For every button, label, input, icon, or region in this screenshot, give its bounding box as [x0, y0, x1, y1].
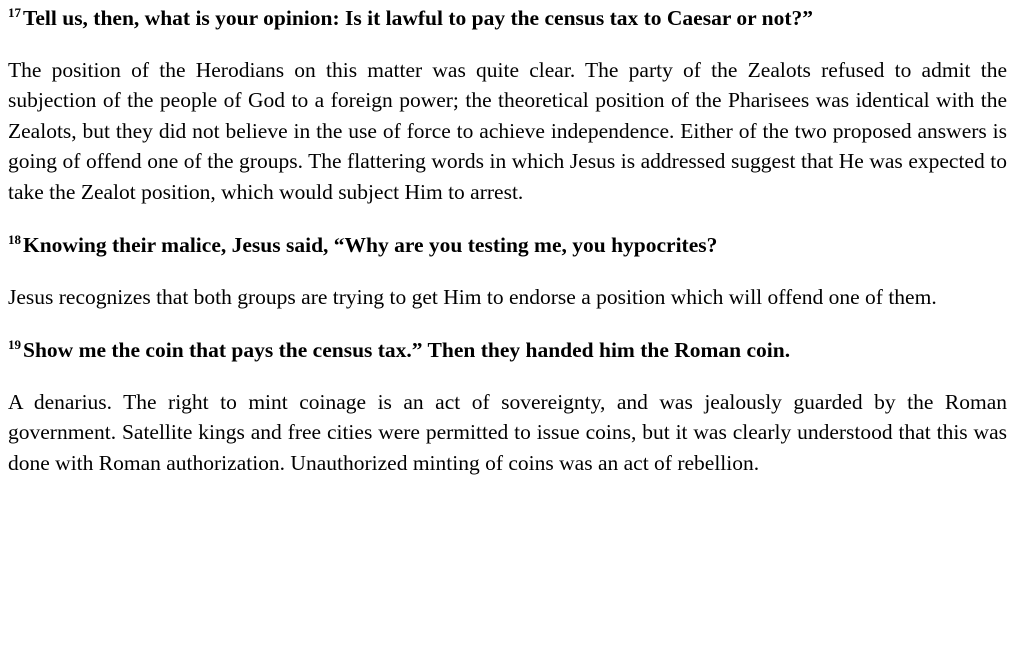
commentary-paragraph: A denarius. The right to mint coinage is an act of sovereignty, and was jealously guarded by the Roman government. Satellite kings and free cities were permitted to issue coins, but it was clearly understood that this was done with Roman authorization. Unauthorized minting of coins was an act of rebellion.	[8, 389, 1007, 475]
commentary-paragraph: Jesus recognizes that both groups are trying to get Him to endorse a position which will offend one of them.	[8, 284, 937, 309]
verse-text: Show me the coin that pays the census tax.” Then they handed him the Roman coin.	[23, 338, 791, 363]
commentary-paragraph: The position of the Herodians on this matter was quite clear. The party of the Zealots refused to admit the subjection of the people of God to a foreign power; the theoretical position of the Pharisees was identical with the Zealots, but they did not believe in the use of force to achieve independence. Either of the two proposed answers is going of offend one of the groups. The flattering words in which Jesus is addressed suggest that He was expected to take the Zealot position, which would subject Him to arrest.	[8, 57, 1007, 204]
verse-number: 18	[8, 232, 21, 248]
verse-text: Knowing their malice, Jesus said, “Why are you testing me, you hypocrites?	[23, 233, 718, 258]
verse-text: Tell us, then, what is your opinion: Is it lawful to pay the census tax to Caesar or not?”	[23, 6, 814, 30]
verse-number: 19	[8, 337, 21, 353]
verse-paragraph	[8, 4, 1007, 33]
verse-paragraph	[8, 336, 1007, 365]
verse-number: 17	[8, 4, 21, 20]
verse-paragraph	[8, 231, 1007, 260]
